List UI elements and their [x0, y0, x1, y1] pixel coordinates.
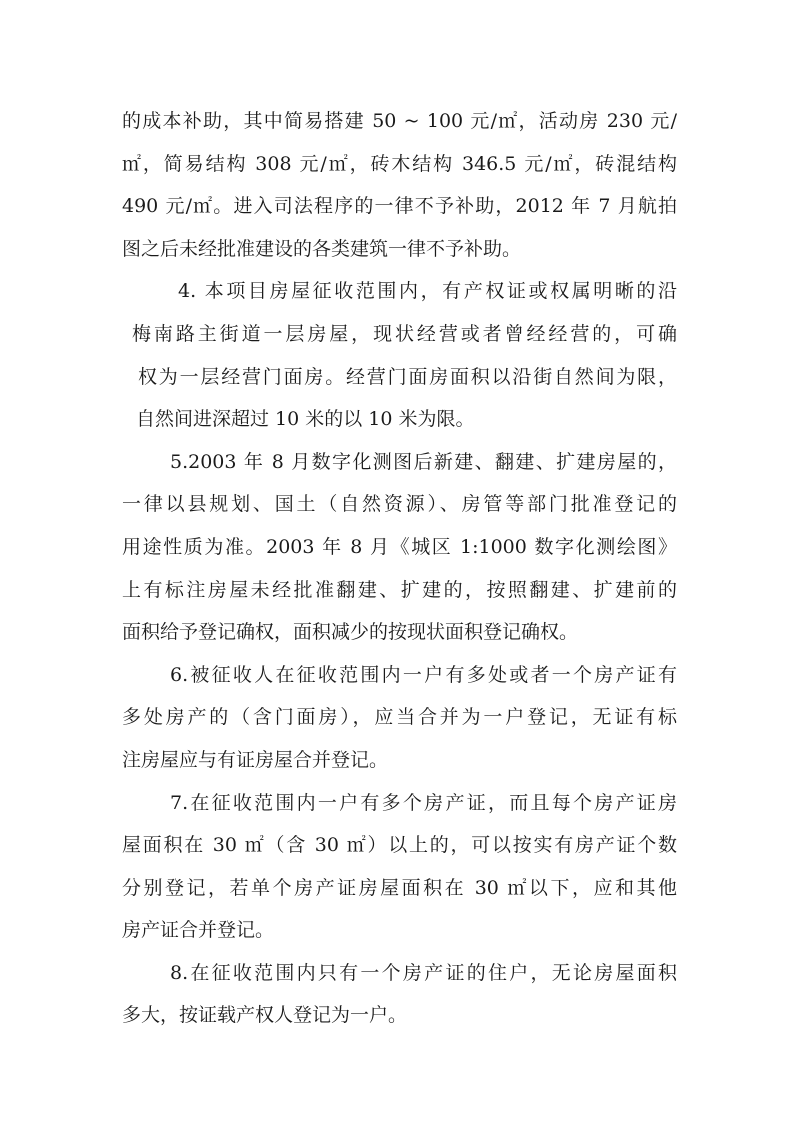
paragraph-item-8: [122, 952, 677, 1037]
text-line: 4. 本项目房屋征收范围内，有产权证或权属明晰的沿: [178, 280, 677, 303]
text-line: 房产证合并登记。: [122, 919, 275, 942]
text-line: 8.在征收范围内只有一个房产证的住户，无论房屋面积: [170, 961, 677, 984]
text-line: 分别登记，若单个房产证房屋面积在 30 ㎡以下，应和其他: [122, 876, 677, 899]
text-line: 一律以县规划、国土（自然资源）、房管等部门批准登记的: [122, 493, 677, 516]
text-line: 用途性质为准。2003 年 8 月《城区 1:1000 数字化测绘图》: [122, 535, 677, 558]
text-line: 的成本补助，其中简易搭建 50 ~ 100 元/㎡，活动房 230 元/: [122, 110, 677, 132]
paragraph-subsidy-costs: [122, 100, 677, 270]
paragraph-item-5: [122, 441, 677, 654]
text-line: 梅南路主街道一层房屋，现状经营或者曾经经营的，可确: [132, 322, 677, 345]
text-line: 注房屋应与有证房屋合并登记。: [122, 748, 389, 771]
paragraph-item-7: [122, 782, 677, 952]
text-line: 图之后未经批准建设的各类建筑一律不予补助。: [122, 237, 522, 260]
document-body: [122, 100, 677, 1037]
text-line: 权为一层经营门面房。经营门面房面积以沿街自然间为限，: [138, 365, 677, 388]
text-line: ㎡，简易结构 308 元/㎡，砖木结构 346.5 元/㎡，砖混结构: [122, 152, 677, 175]
text-line: 6.被征收人在征收范围内一户有多处或者一个房产证有: [170, 663, 677, 686]
text-line: 上有标注房屋未经批准翻建、扩建的，按照翻建、扩建前的: [122, 578, 677, 601]
text-line: 7.在征收范围内一户有多个房产证，而且每个房产证房: [170, 791, 677, 814]
text-line: 多处房产的（含门面房），应当合并为一户登记，无证有标: [122, 706, 677, 729]
paragraph-item-6: [122, 654, 677, 782]
paragraph-item-4: [122, 270, 677, 440]
text-line: 多大，按证载产权人登记为一户。: [122, 1004, 408, 1027]
text-line: 490 元/㎡。进入司法程序的一律不予补助，2012 年 7 月航拍: [122, 195, 677, 218]
text-line: 自然间进深超过 10 米的以 10 米为限。: [136, 408, 475, 431]
text-line: 屋面积在 30 ㎡（含 30 ㎡）以上的，可以按实有房产证个数: [122, 834, 677, 857]
text-line: 面积给予登记确权，面积减少的按现状面积登记确权。: [122, 621, 579, 644]
text-line: 5.2003 年 8 月数字化测图后新建、翻建、扩建房屋的，: [170, 450, 677, 473]
